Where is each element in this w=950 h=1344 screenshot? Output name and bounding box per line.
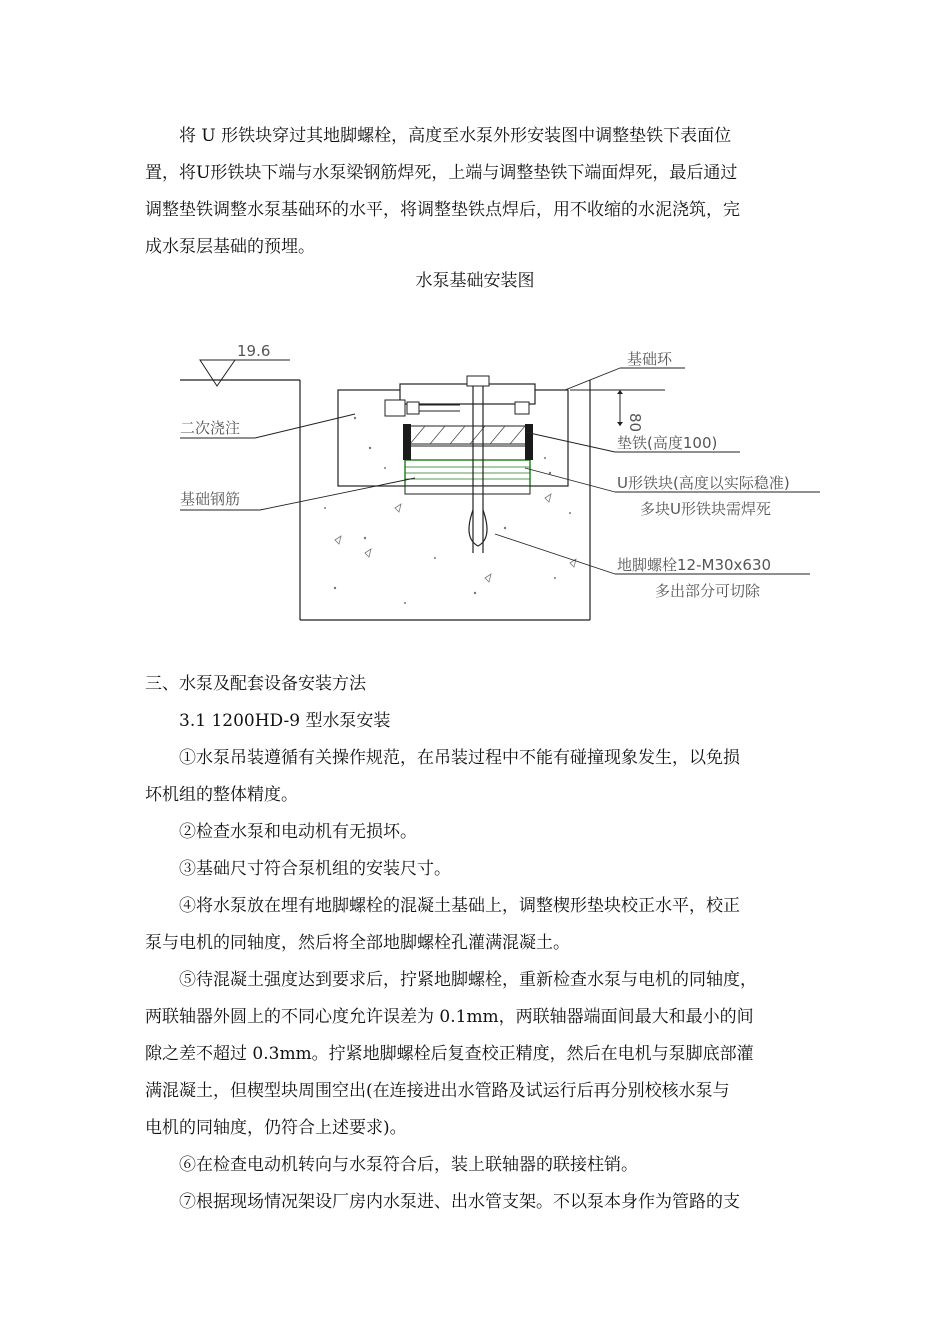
dimension-label: 80 xyxy=(626,413,644,433)
text-line: 满混凝土，但楔型块周围空出(在连接进出水管路及试运行后再分别校核水泵与 xyxy=(145,1081,730,1101)
pump-foundation-diagram xyxy=(175,328,825,628)
text-line: ③基础尺寸符合泵机组的安装尺寸。 xyxy=(179,859,451,879)
item-1 xyxy=(145,740,805,814)
u-block-label: U形铁块(高度以实际稳准) xyxy=(617,474,790,492)
intro-paragraph xyxy=(145,118,805,266)
elevation-label: 19.6 xyxy=(237,342,271,360)
anchor-hook xyxy=(469,510,487,546)
item-7 xyxy=(145,1184,805,1221)
text-line: 坏机组的整体精度。 xyxy=(145,785,298,805)
foundation-rebar-label: 基础钢筋 xyxy=(180,490,241,508)
item-5 xyxy=(145,962,805,1147)
elevation-icon xyxy=(200,360,235,386)
text-line: 成水泵层基础的预埋。 xyxy=(145,237,315,257)
rebar-beam xyxy=(405,486,530,494)
secondary-pour-label: 二次浇注 xyxy=(180,419,241,437)
item-6 xyxy=(145,1147,805,1184)
text-line: 电机的同轴度，仍符合上述要求)。 xyxy=(145,1118,407,1138)
text-line: ⑥在检查电动机转向与水泵符合后，装上联轴器的联接柱销。 xyxy=(179,1155,638,1175)
text-line: 泵与电机的同轴度，然后将全部地脚螺栓孔灌满混凝土。 xyxy=(145,933,570,953)
item-2 xyxy=(145,814,805,851)
anchor-bolt-label: 地脚螺栓12-M30x630 xyxy=(617,556,772,574)
wedge-left xyxy=(403,424,411,460)
text-line: 隙之差不超过 0.3mm。拧紧地脚螺栓后复查校正精度，然后在电机与泵脚底部灌 xyxy=(145,1044,754,1064)
text-line: 调整垫铁调整水泵基础环的水平，将调整垫铁点焊后，用不收缩的水泥浇筑，完 xyxy=(145,200,740,220)
foundation-ring xyxy=(400,384,535,404)
item-3 xyxy=(145,851,805,888)
text-line: ⑦根据现场情况架设厂房内水泵进、出水管支架。不以泵本身作为管路的支 xyxy=(179,1192,740,1212)
text-line: ⑤待混凝土强度达到要求后，拧紧地脚螺栓，重新检查水泵与电机的同轴度， xyxy=(179,970,757,990)
foundation-ring-label: 基础环 xyxy=(627,350,673,368)
u-block-note: 多块U形铁块需焊死 xyxy=(640,500,771,518)
text-line: 两联轴器外圆上的不同心度允许误差为 0.1mm，两联轴器端面间最大和最小的间 xyxy=(145,1007,754,1027)
text-line: 将 U 形铁块穿过其地脚螺栓，高度至水泵外形安装图中调整垫铁下表面位 xyxy=(179,126,732,146)
text-line: ②检查水泵和电动机有无损坏。 xyxy=(179,822,417,842)
item-4 xyxy=(145,888,805,962)
anchor-bolt-note: 多出部分可切除 xyxy=(655,582,761,600)
text-line: 置，将U形铁块下端与水泵梁钢筋焊死，上端与调整垫铁下端面焊死，最后通过 xyxy=(145,163,738,183)
shim-lower xyxy=(405,446,530,460)
shim-label: 垫铁(高度100) xyxy=(617,434,718,452)
figure-caption: 水泵基础安装图 xyxy=(415,271,535,291)
text-line: ①水泵吊装遵循有关操作规范，在吊装过程中不能有碰撞现象发生，以免损 xyxy=(179,748,740,768)
subsection-heading: 3.1 1200HD-9 型水泵安装 xyxy=(179,711,391,731)
shim-upper xyxy=(405,426,530,444)
text-line: ④将水泵放在埋有地脚螺栓的混凝土基础上，调整楔形垫块校正水平，校正 xyxy=(179,896,740,916)
section-heading: 三、水泵及配套设备安装方法 xyxy=(145,674,366,694)
wedge-right xyxy=(525,424,533,460)
